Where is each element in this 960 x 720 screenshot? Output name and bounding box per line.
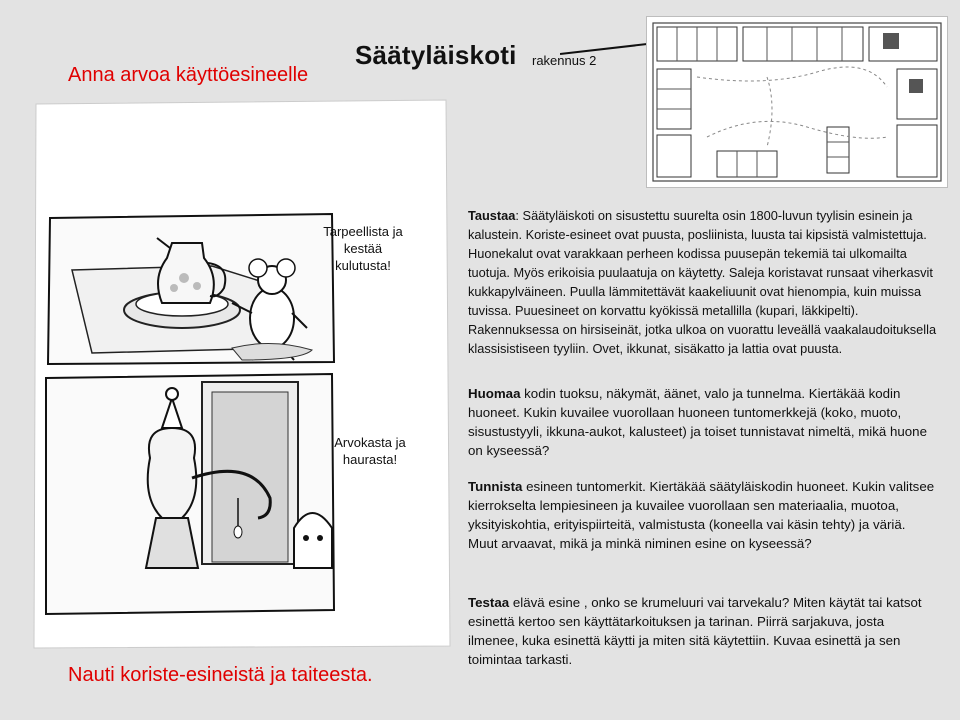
section-huomaa [468,384,938,460]
section-testaa [468,593,938,669]
page-title: Säätyläiskoti [355,40,517,70]
page-subtitle: rakennus 2 [532,53,597,68]
floor-plan-drawing [647,17,947,187]
section-label: Huomaa [468,386,521,401]
header-tagline: Anna arvoa käyttöesineelle [68,64,309,86]
footer-tagline: Nauti koriste-esineistä ja taiteesta. [68,664,373,686]
section-body: kodin tuoksu, näkymät, äänet, valo ja tunnelma. Kiertäkää kodin huoneet. Kukin kuvailee vuorollaan huoneen tuntomerkkejä (koko, muoto, sisustustyyli, ikkuna-aukot, kalusteet) ja toiset tunnistavat nimeltä, mikä huone on kyseessä? [468,386,927,458]
section-label: Taustaa [468,208,516,223]
caption-bottom: Arvokasta ja haurasta! [334,435,406,467]
section-body: esineen tuntomerkit. Kiertäkää säätyläiskodin huoneet. Kukin valitsee kierrokselta lempiesineen ja kuvailee vuorollaan sen materiaalia, muotoa, yksityiskohtia, erityispiirteitä, valmistusta (koneella vai käsin tehty) ja väriä. Muut arvaavat, mikä ja minkä niminen esine on kyseessä? [468,479,935,551]
section-label: Testaa [468,595,510,610]
comic-illustration [32,98,452,650]
section-tunnista [468,477,938,553]
caption-top: Tarpeellista ja kestää kulutusta! [323,224,403,273]
floor-plan-map [646,16,948,188]
section-body: : Säätyläiskoti on sisustettu suurelta osin 1800-luvun tyylisin esinein ja kalustein. Koriste-esineet ovat puusta, posliinista, luusta tai kipsistä valmistettuja. Huonekalut ovat varakkaan perheen kodissa puusepän tekemiä tai ulkomailta tuotuja. Myös erikoisia puulaatuja on käytetty. Saleja koristavat runsaat viherkasvit kukkapylväineen. Puulla lämmitettävät kaakeliuunit ovat hienompia, kuin muissa tuvissa. Puuesineet on korvattu kyökissä metallilla (kupari, läkkipelti). Rakennuksessa on hirsiseinät, jotka ulkoa on vuorattu leveällä vaakalaudoituksella klassisistiseen tyyliin. Ovet, ikkunat, sisäkatto ja lattia ovat puusta. [468,208,937,356]
section-label: Tunnista [468,479,523,494]
section-body: elävä esine , onko se krumeluuri vai tarvekalu? Miten käytät tai katsot esinettä kertoo sen käyttätarkoituksen ja tarinan. Piirrä sarjakuva, josta ilmenee, kuka esinettä käytti ja miten sitä käytettiin. Kuvaa esinettä ja sen toimintaa tarkasti. [468,595,922,667]
comic-drawing [32,98,452,650]
section-taustaa [468,206,938,358]
